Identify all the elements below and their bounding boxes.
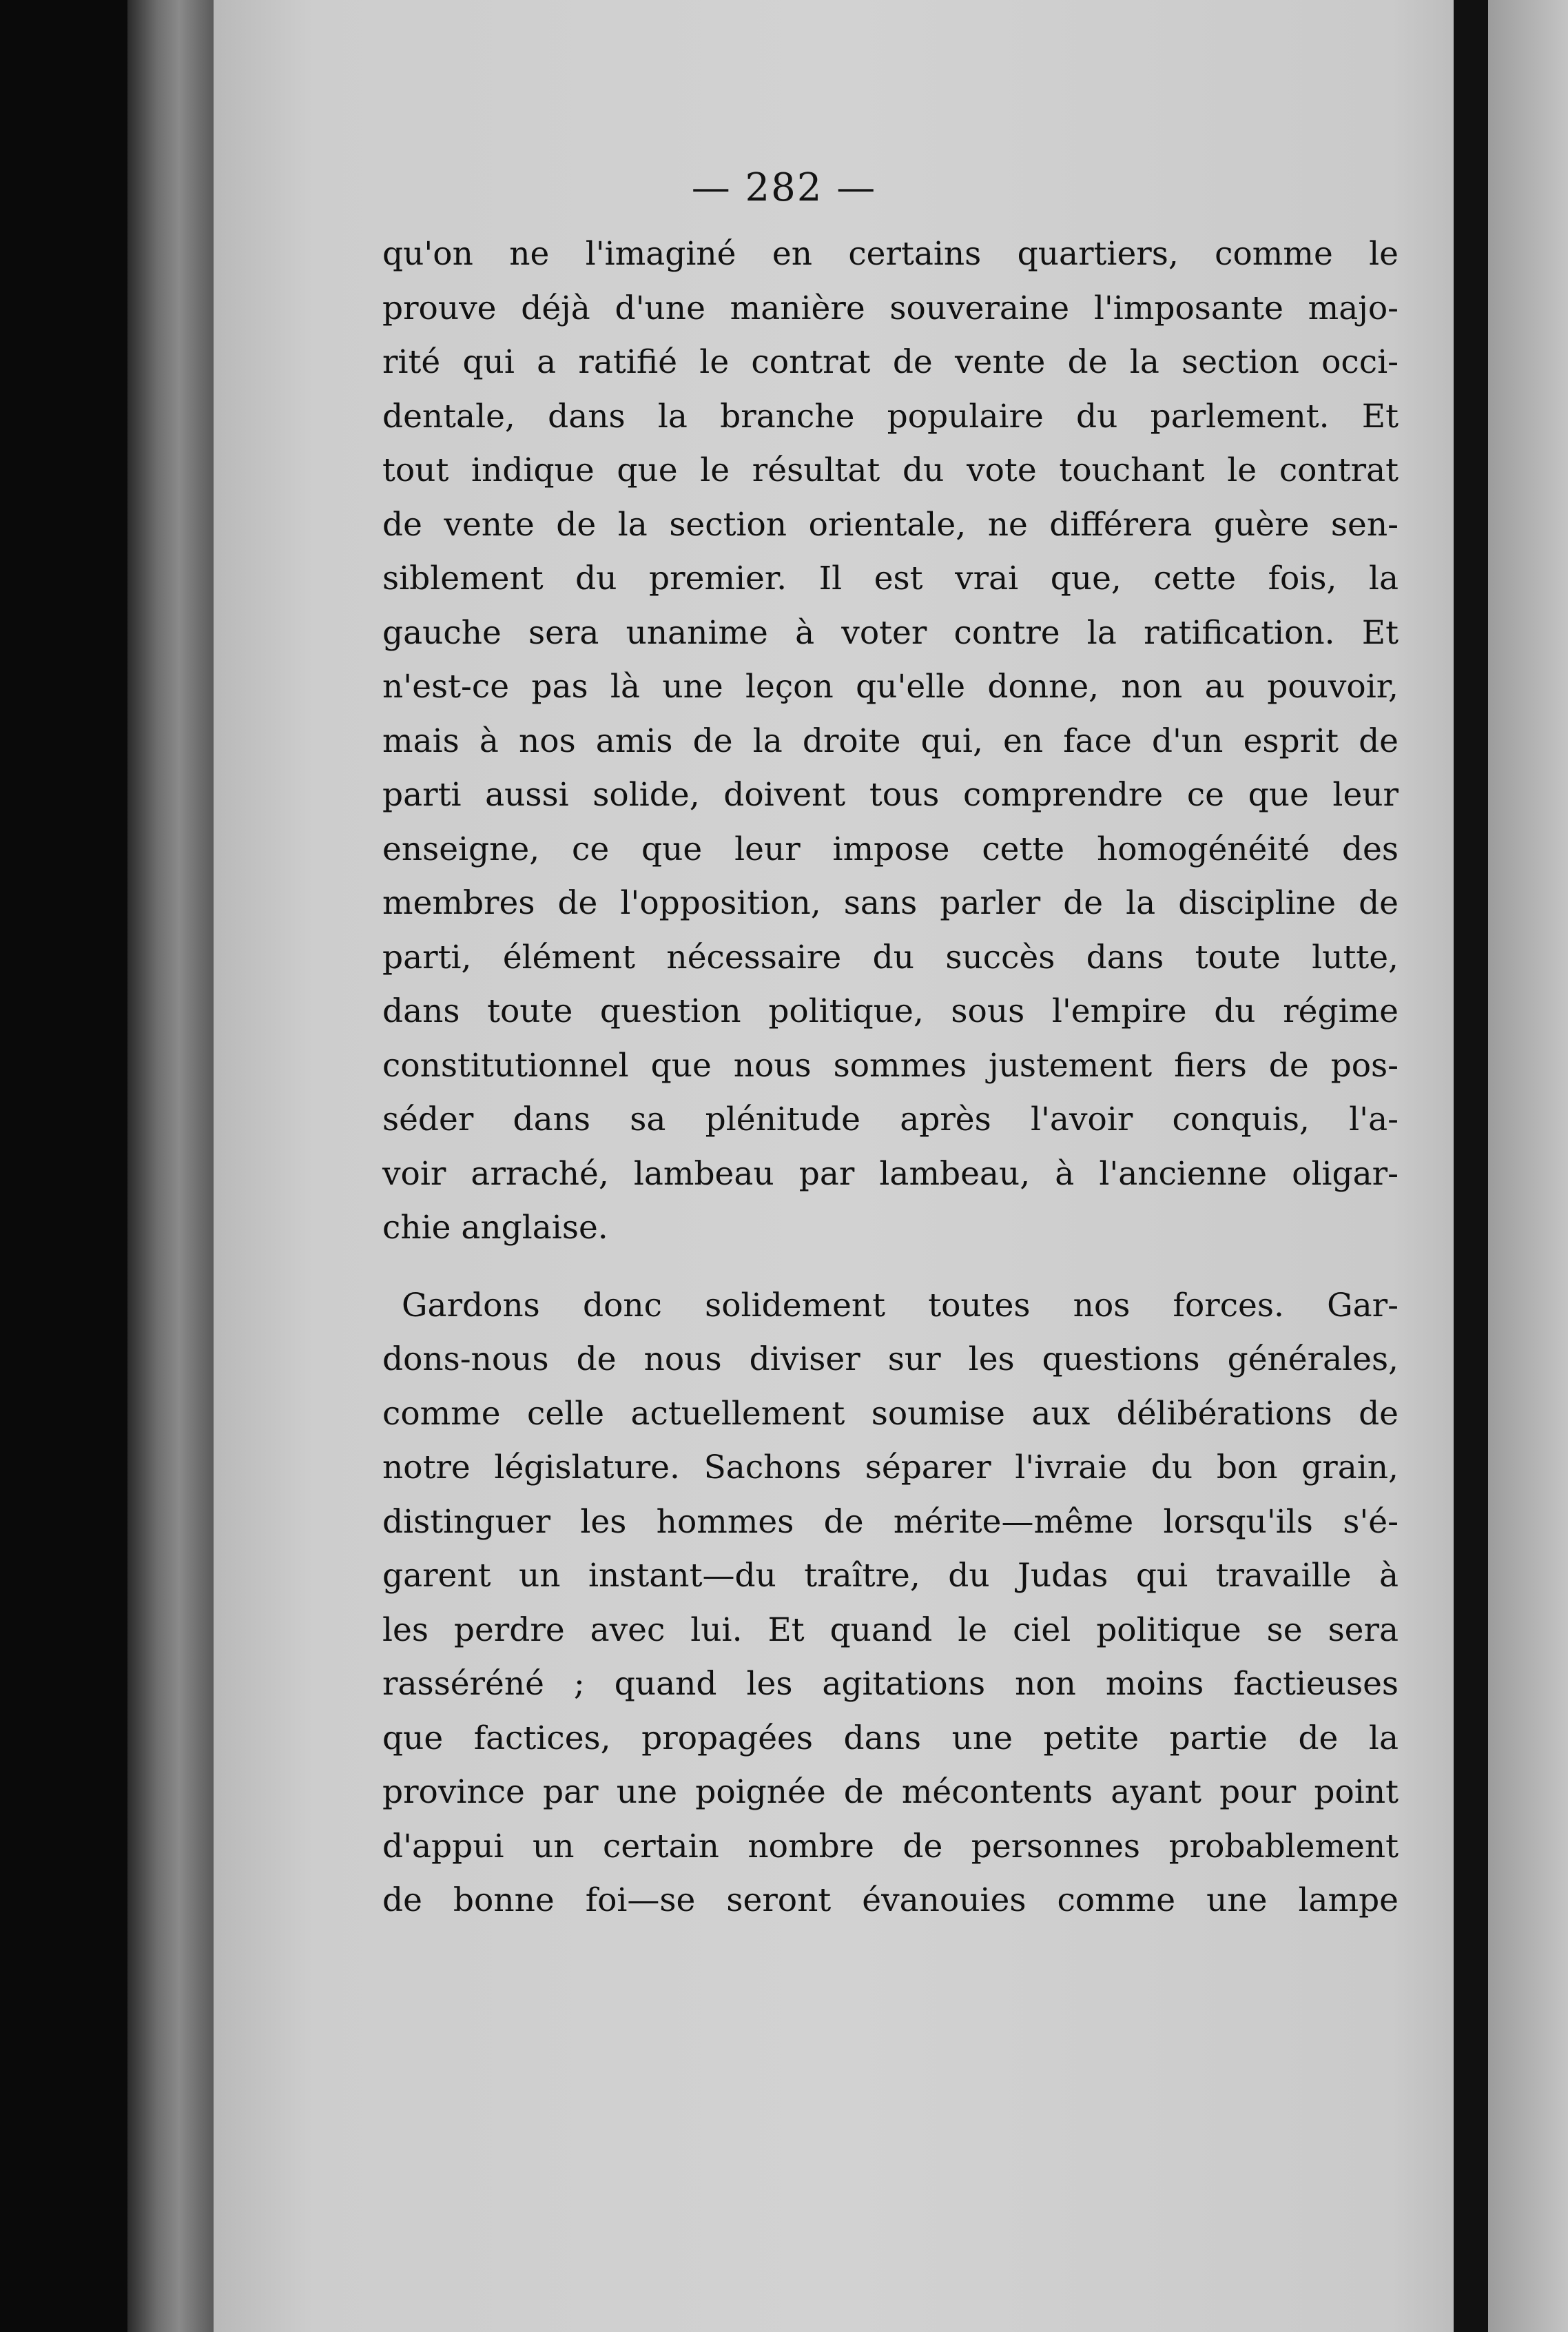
text-line: de vente de la section orientale, ne différera guère sen- xyxy=(382,505,1399,544)
text-line: garent un instant—du traître, du Judas qui travaille à xyxy=(382,1557,1399,1595)
text-line: qu'on ne l'imaginé en certains quartiers, comme le xyxy=(382,235,1399,273)
text-line: distinguer les hommes de mérite—même lorsqu'ils s'é- xyxy=(382,1502,1399,1541)
text-line: d'appui un certain nombre de personnes probablement xyxy=(382,1827,1399,1865)
facing-page-edge xyxy=(1488,0,1568,2332)
text-line: les perdre avec lui. Et quand le ciel politique se sera xyxy=(382,1610,1399,1649)
text-line: comme celle actuellement soumise aux délibérations de xyxy=(382,1394,1399,1433)
text-line: province par une poignée de mécontents ayant pour point xyxy=(382,1773,1399,1811)
text-line: chie anglaise. xyxy=(382,1209,608,1247)
page-number: — 282 — xyxy=(691,165,877,210)
paragraph-1 xyxy=(382,227,1399,1256)
text-line: dentale, dans la branche populaire du parlement. Et xyxy=(382,397,1399,436)
text-line: n'est-ce pas là une leçon qu'elle donne, non au pouvoir, xyxy=(382,668,1399,706)
paragraph-2 xyxy=(382,1279,1399,1928)
text-line: de bonne foi—se seront évanouies comme une lampe xyxy=(382,1881,1399,1919)
text-line: dans toute question politique, sous l'empire du régime xyxy=(382,992,1399,1030)
book-binding xyxy=(127,0,214,2332)
text-line: rasséréné ; quand les agitations non moins factieuses xyxy=(382,1665,1399,1703)
text-line: siblement du premier. Il est vrai que, cette fois, la xyxy=(382,560,1399,597)
text-line: voir arraché, lambeau par lambeau, à l'ancienne oligar- xyxy=(382,1154,1399,1193)
text-line: mais à nos amis de la droite qui, en face d'un esprit de xyxy=(382,722,1399,760)
page-gutter xyxy=(1454,0,1488,2332)
body-text xyxy=(382,227,1399,1928)
text-line: Gardons donc solidement toutes nos forces. Gar- xyxy=(402,1286,1399,1324)
text-line: parti, élément nécessaire du succès dans toute lutte, xyxy=(382,938,1399,976)
text-line: dons-nous de nous diviser sur les questions générales, xyxy=(382,1340,1399,1378)
text-line: rité qui a ratifié le contrat de vente de la section occi- xyxy=(382,343,1399,381)
text-line: parti aussi solide, doivent tous comprendre ce que leur xyxy=(382,776,1399,814)
text-line: enseigne, ce que leur impose cette homogénéité des xyxy=(382,830,1399,868)
text-line: notre législature. Sachons séparer l'ivraie du bon grain, xyxy=(382,1449,1399,1486)
paragraph-gap xyxy=(382,1256,1399,1279)
text-line: prouve déjà d'une manière souveraine l'imposante majo- xyxy=(382,289,1399,327)
text-line: constitutionnel que nous sommes justement fiers de pos- xyxy=(382,1046,1399,1085)
text-line: gauche sera unanime à voter contre la ratification. Et xyxy=(382,613,1399,652)
text-line: tout indique que le résultat du vote touchant le contrat xyxy=(382,451,1399,489)
text-line: séder dans sa plénitude après l'avoir conquis, l'a- xyxy=(382,1101,1399,1138)
text-line: membres de l'opposition, sans parler de la discipline de xyxy=(382,884,1399,922)
text-line: que factices, propagées dans une petite partie de la xyxy=(382,1719,1399,1757)
